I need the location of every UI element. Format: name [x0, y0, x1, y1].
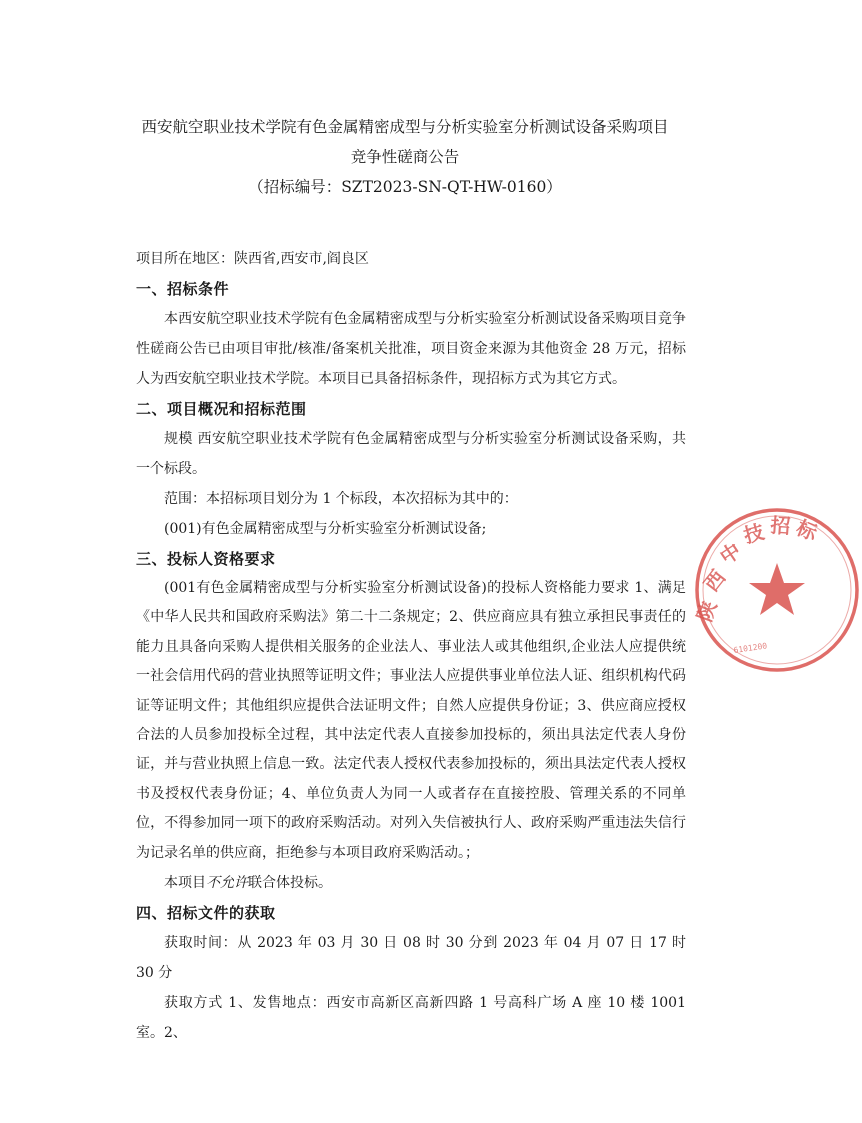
section-4-time: 获取时间：从 2023 年 03 月 30 日 08 时 30 分到 2023 年 04 月 07 日 17 时 30 分: [136, 935, 686, 982]
svg-text:招: 招: [769, 513, 792, 539]
section-heading-2: 二、项目概况和招标范围: [136, 400, 307, 418]
company-seal-stamp: [692, 505, 862, 675]
consortium-suffix: 联合体投标。: [248, 875, 332, 892]
section-3-qualification: (001有色金属精密成型与分析实验室分析测试设备)的投标人资格能力要求 1、满足《中华人民共和国政府采购法》第二十二条规定；2、供应商应具有独立承担民事责任的能力且具备向采购人提供相关服务的企业法人、事业法人或其他组织,企业法人应提供统一社会信用代码的营业执照等证明文件；事业法人应提供事业单位法人证、组织机构代码证等证明文件；其他组织应提供合法证明文件；自然人应提供身份证；3、供应商应授权合法的人员参加投标全过程，其中法定代表人直接参加投标的，须出具法定代表人身份证，并与营业执照上信息一致。法定代表人授权代表参加投标的，须出具法定代表人授权书及授权代表身份证；4、单位负责人为同一人或者存在直接控股、管理关系的不同单位，不得参加同一项下的政府采购活动。对列入失信被执行人、政府采购严重违法失信行为记录名单的供应商，拒绝参与本项目政府采购活动。；: [136, 580, 686, 861]
svg-text:标: 标: [793, 515, 821, 546]
tender-number: （招标编号：SZT2023-SN-QT-HW-0160）: [248, 178, 562, 196]
seal-star-icon: [749, 563, 805, 615]
document-title-block: [100, 112, 710, 202]
svg-text:技: 技: [741, 519, 767, 548]
section-3-consortium: [136, 868, 686, 898]
section-2-scale: 规模 西安航空职业技术学院有色金属精密成型与分析实验室分析测试设备采购，共一个标段。: [136, 431, 686, 477]
consortium-prefix: 本项目: [164, 875, 206, 892]
section-heading-3: 三、投标人资格要求: [136, 550, 276, 568]
seal-graphic: [692, 505, 862, 675]
svg-text:6101200: 6101200: [733, 641, 768, 655]
section-4-method: 获取方式 1、发售地点：西安市高新区高新四路 1 号高科广场 A 座 10 楼 1001 室。2、: [136, 995, 686, 1042]
document-title: 西安航空职业技术学院有色金属精密成型与分析实验室分析测试设备采购项目: [141, 118, 669, 136]
section-2-lot: (001)有色金属精密成型与分析实验室分析测试设备;: [164, 521, 487, 537]
project-region: 项目所在地区：陕西省,西安市,阎良区: [136, 251, 369, 267]
section-1-paragraph: 本西安航空职业技术学院有色金属精密成型与分析实验室分析测试设备采购项目竞争性磋商公告已由项目审批/核准/备案机关批准，项目资金来源为其他资金 28 万元，招标人为西安航空职业技术学院。本项目已具备招标条件，现招标方式为其它方式。: [136, 311, 686, 387]
svg-text:陕: 陕: [692, 597, 722, 625]
section-2-scope: 范围：本招标项目划分为 1 个标段，本次招标为其中的：: [164, 491, 518, 507]
document-body: [136, 244, 686, 1048]
document-subtitle: 竞争性磋商公告: [350, 148, 460, 166]
consortium-not-allowed: 不允许: [206, 875, 248, 892]
svg-text:中: 中: [715, 538, 746, 570]
section-heading-4: 四、招标文件的获取: [136, 904, 276, 923]
section-heading-1: 一、招标条件: [136, 280, 230, 298]
svg-text:西: 西: [699, 565, 731, 597]
